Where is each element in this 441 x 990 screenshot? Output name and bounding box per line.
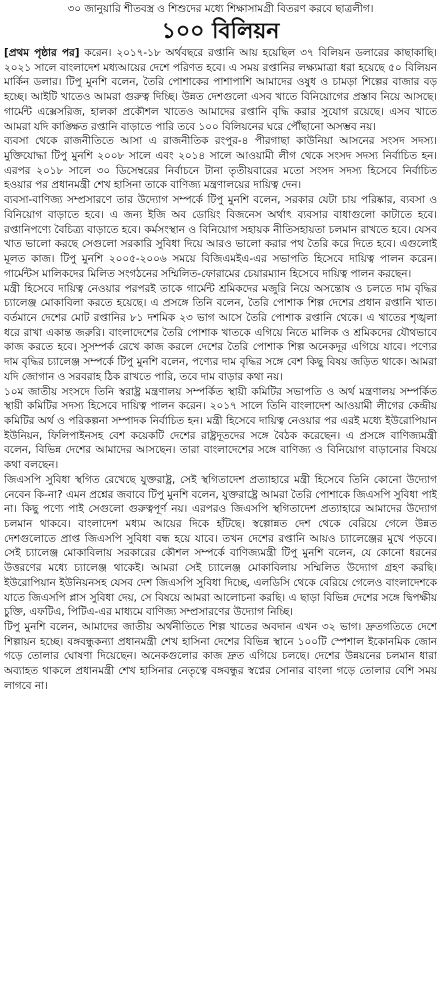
article-paragraph: ব্যবসা-বাণিজ্য সম্প্রসারণে তার উদ্যোগ সম্পর্কে টিপু মুনশি বলেন, সরকার যেটা চায় পরিষ্কার, ব্যবসা ও বিনিয়োগ বাড়াতে হবে। এ জন্য ইজি অব ডোয়িং বিজনেস অর্থাৎ ব্যবসার বাধাগুলো কাটাতে হবে। রপ্তানিপণ্যে বৈচিত্র্য বাড়াতে হবে। কর্মসংস্থান ও বিনিয়োগ সহায়ক নীতিসহায়তা চলমান রাখতে হবে। যেসব খাত ভালো করছে সেগুলো সরকারি সুবিধা দিয়ে আরও ভালো করার পথ তৈরি করে দিতে হবে। এগুলোই মূলত কাজ। টিপু মুনশি ২০০৫-২০০৬ সময়ে বিজিএমইএ-এর সভাপতি হিসেবে দায়িত্ব পালন করেন। গার্মেন্টস মালিকদের মিলিত সংগঠনের সম্মিলিত-ফোরামের চেয়ারম্যান হিসেবে দায়িত্ব পালন করছেন। <box>4 194 437 280</box>
article-paragraph: টিপু মুনশি বলেন, আমাদের জাতীয় অর্থনীতিতে শিল্প খাতের অবদান এখন ৩২ ভাগ। দ্রুতগতিতে দেশে শিল্পায়ন হচ্ছে। বঙ্গবন্ধুকন্যা প্রধানমন্ত্রী শেখ হাসিনা দেশের বিভিন্ন স্থানে ১০০টি স্পেশাল ইকোনমিক জোন গড়ে তোলার ঘোষণা দিয়েছেন। অনেকগুলোর কাজ দ্রুত এগিয়ে চলছে। দেশের উন্নয়নের চলমান ধারা অব্যাহত থাকলে প্রধানমন্ত্রী শেখ হাসিনার নেতৃত্বে বঙ্গবন্ধুর স্বপ্নের সোনার বাংলা গড়ে তোলার বেশি সময় লাগবে না। <box>4 621 437 692</box>
article-headline: ১০০ বিলিয়ন <box>161 18 280 44</box>
article-paragraph: ১০ম জাতীয় সংসদে তিনি স্বরাষ্ট্র মন্ত্রণালয় সম্পর্কিত স্থায়ী কমিটির সভাপতি ও অর্থ মন্ত্রণালয় সম্পর্কিত স্থায়ী কমিটির সদস্য হিসেবে দায়িত্ব পালন করেন। ২০১৭ সালে তিনি বাংলাদেশ আওয়ামী লীগের কেন্দ্রীয় কমিটির অর্থ ও পরিকল্পনা সম্পাদক নির্বাচিত হন। মন্ত্রী হিসেবে দায়িত্ব নেওয়ার পর এরই মধ্যে ইউরোপিয়ান ইউনিয়ন, ফিলিপাইনসহ বেশ কয়েকটি দেশের রাষ্ট্রদূতদের সঙ্গে বৈঠক করেছেন। এ প্রসঙ্গে বাণিজ্যমন্ত্রী বলেন, বিভিন্ন দেশের আমাদের আসছেন। তারা বাংলাদেশের সঙ্গে বাণিজ্য ও বিনিয়োগ বাড়ানোর বিষয়ে কথা বলছেন। <box>4 385 437 472</box>
previous-story-tail: ৩০ জানুয়ারি শীতবস্ত্র ও শিশুদের মধ্যে শিক্ষাসামগ্রী বিতরণ করবে ছাত্রলীগ। <box>67 3 374 15</box>
article-body <box>4 46 437 990</box>
paragraph-text: করেন। ২০১৭-১৮ অর্থবছরে রপ্তানি আয় হয়েছিল ৩৭ বিলিয়ন ডলারের কাছাকাছি। ২০২১ সালে বাংলাদেশ মধ্যআয়ের দেশে পরিণত হবে। এ সময় রপ্তানির লক্ষ্যমাত্রা ধরা হয়েছে ৫০ বিলিয়ন মার্কিন ডলার। টিপু মুনশি বলেন, তৈরি পোশাকের পাশাপাশি আমাদের ওষুধ ও চামড়া শিল্পের বাজার বড় হচ্ছে। আইটি খাতেও আমরা গুরুত্ব দিচ্ছি। উন্নত দেশগুলো এসব খাতে বিনিয়োগের প্রস্তাব নিয়ে আসছে। গার্মেন্ট এক্সেসরিজ, হালকা প্রকৌশল খাতেও আমাদের রপ্তানি বৃদ্ধি করার সুযোগ রয়েছে। এসব খাতে আমরা যদি কাঙ্ক্ষিত রপ্তানি বাড়াতে পারি তবে ১০০ বিলিয়নের ঘরে পৌঁছানো অসম্ভব নয়। <box>4 47 437 133</box>
article-paragraph <box>4 46 437 134</box>
article-paragraph: ব্যবসা থেকে রাজনীতিতে আসা এ রাজনীতিক রংপুর-৪ পীরগাছা কাউনিয়া আসনের সংসদ সদস্য। মুক্তিযোদ্ধা টিপু মুনশি ২০০৮ সালে এবং ২০১৪ সালে আওয়ামী লীগ থেকে সংসদ সদস্য নির্বাচিত হন। এরপর ২০১৮ সালে ৩০ ডিসেম্বরের নির্বাচনে টানা তৃতীয়বারের মতো সংসদ সদস্য হিসেবে নির্বাচিত হওয়ার পর প্রধানমন্ত্রী শেখ হাসিনা তাকে বাণিজ্য মন্ত্রণালয়ের দায়িত্ব দেন। <box>4 135 437 192</box>
article-paragraph: জিএসপি সুবিধা স্থগিত রেখেছে যুক্তরাষ্ট্র, সেই স্থগিতাদেশ প্রত্যাহারে মন্ত্রী হিসেবে তিনি কোনো উদ্যোগ নেবেন কি-না? এমন প্রশ্নের জবাবে টিপু মুনশি বলেন, যুক্তরাষ্ট্রে আমরা তৈরি পোশাকে জিএসপি সুবিধা পাই না। কিছু পণ্যে পাই সেগুলো গুরুত্বপূর্ণ নয়। এরপরও জিএসপি স্থগিতাদেশ প্রত্যাহারে আমাদের উদ্যোগ চলমান থাকবে। বাংলাদেশ মধ্যম আয়ের দিকে হাঁটছে। স্বল্পোন্নত দেশ থেকে বেরিয়ে গেলে উন্নত দেশগুলোতে প্রাপ্ত জিএসপি সুবিধা বন্ধ হয়ে যাবে। তখন দেশের রপ্তানি আয়ও চ্যালেঞ্জের মুখে পড়বে। সেই চ্যালেঞ্জ মোকাবিলায় সরকারের কৌশল সম্পর্কে বাণিজ্যমন্ত্রী টিপু মুনশি বলেন, যে কোনো ধরনের উত্তরণের মধ্যে চ্যালেঞ্জ থাকেই। আমরা সেই চ্যালেঞ্জ মোকাবিলায় সম্মিলিত উদ্যোগ গ্রহণ করছি। ইউরোপিয়ান ইউনিয়নসহ যেসব দেশ জিএসপি সুবিধা দিচ্ছে, এলডিসি থেকে বেরিয়ে গেলেও বাংলাদেশকে যাতে জিএসপি প্লাস সুবিধা দেয়, সে বিষয়ে আমরা আলোচনা করছি। এ ছাড়া বিভিন্ন দেশের সঙ্গে দ্বিপক্ষীয় চুক্তি, এফটিএ, পিটিএ-এর মাধ্যমে বাণিজ্য সম্প্রসারণের উদ্যোগ নিচ্ছি। <box>4 473 437 619</box>
continued-from-tag: [প্রথম পৃষ্ঠার পর] <box>4 47 80 59</box>
article-paragraph: মন্ত্রী হিসেবে দায়িত্ব নেওয়ার পরপরই তাকে গার্মেন্ট শ্রমিকদের মজুরি নিয়ে অসন্তোষ ও চলতে দাম বৃদ্ধির চ্যালেঞ্জ মোকাবিলা করতে হয়েছে। এ প্রসঙ্গে তিনি বলেন, তৈরি পোশাক শিল্প দেশের প্রধান রপ্তানি খাত। বর্তমানে দেশের মোট রপ্তানির ৮১ দশমিক ২৩ ভাগ আসে তৈরি পোশাক রপ্তানি থেকে। এ খাতের শৃঙ্খলা ধরে রাখা একান্ত জরুরি। বাংলাদেশের তৈরি পোশাক খাতকে এগিয়ে নিতে মালিক ও শ্রমিকদের যৌথভাবে কাজ করতে হবে। সুসম্পর্ক রেখে কাজ করলে দেশের তৈরি পোশাক শিল্প অনেকদূর এগিয়ে যাবে। পণ্যের দাম বৃদ্ধির চ্যালেঞ্জ সম্পর্কে টিপু মুনশি বলেন, পণ্যের দাম বৃদ্ধির সঙ্গে বেশ কিছু বিষয় জড়িত থাকে। আমরা যদি জোগান ও সরবরাহ ঠিক রাখতে পারি, তবে দাম বাড়ার কথা নয়। <box>4 282 437 383</box>
